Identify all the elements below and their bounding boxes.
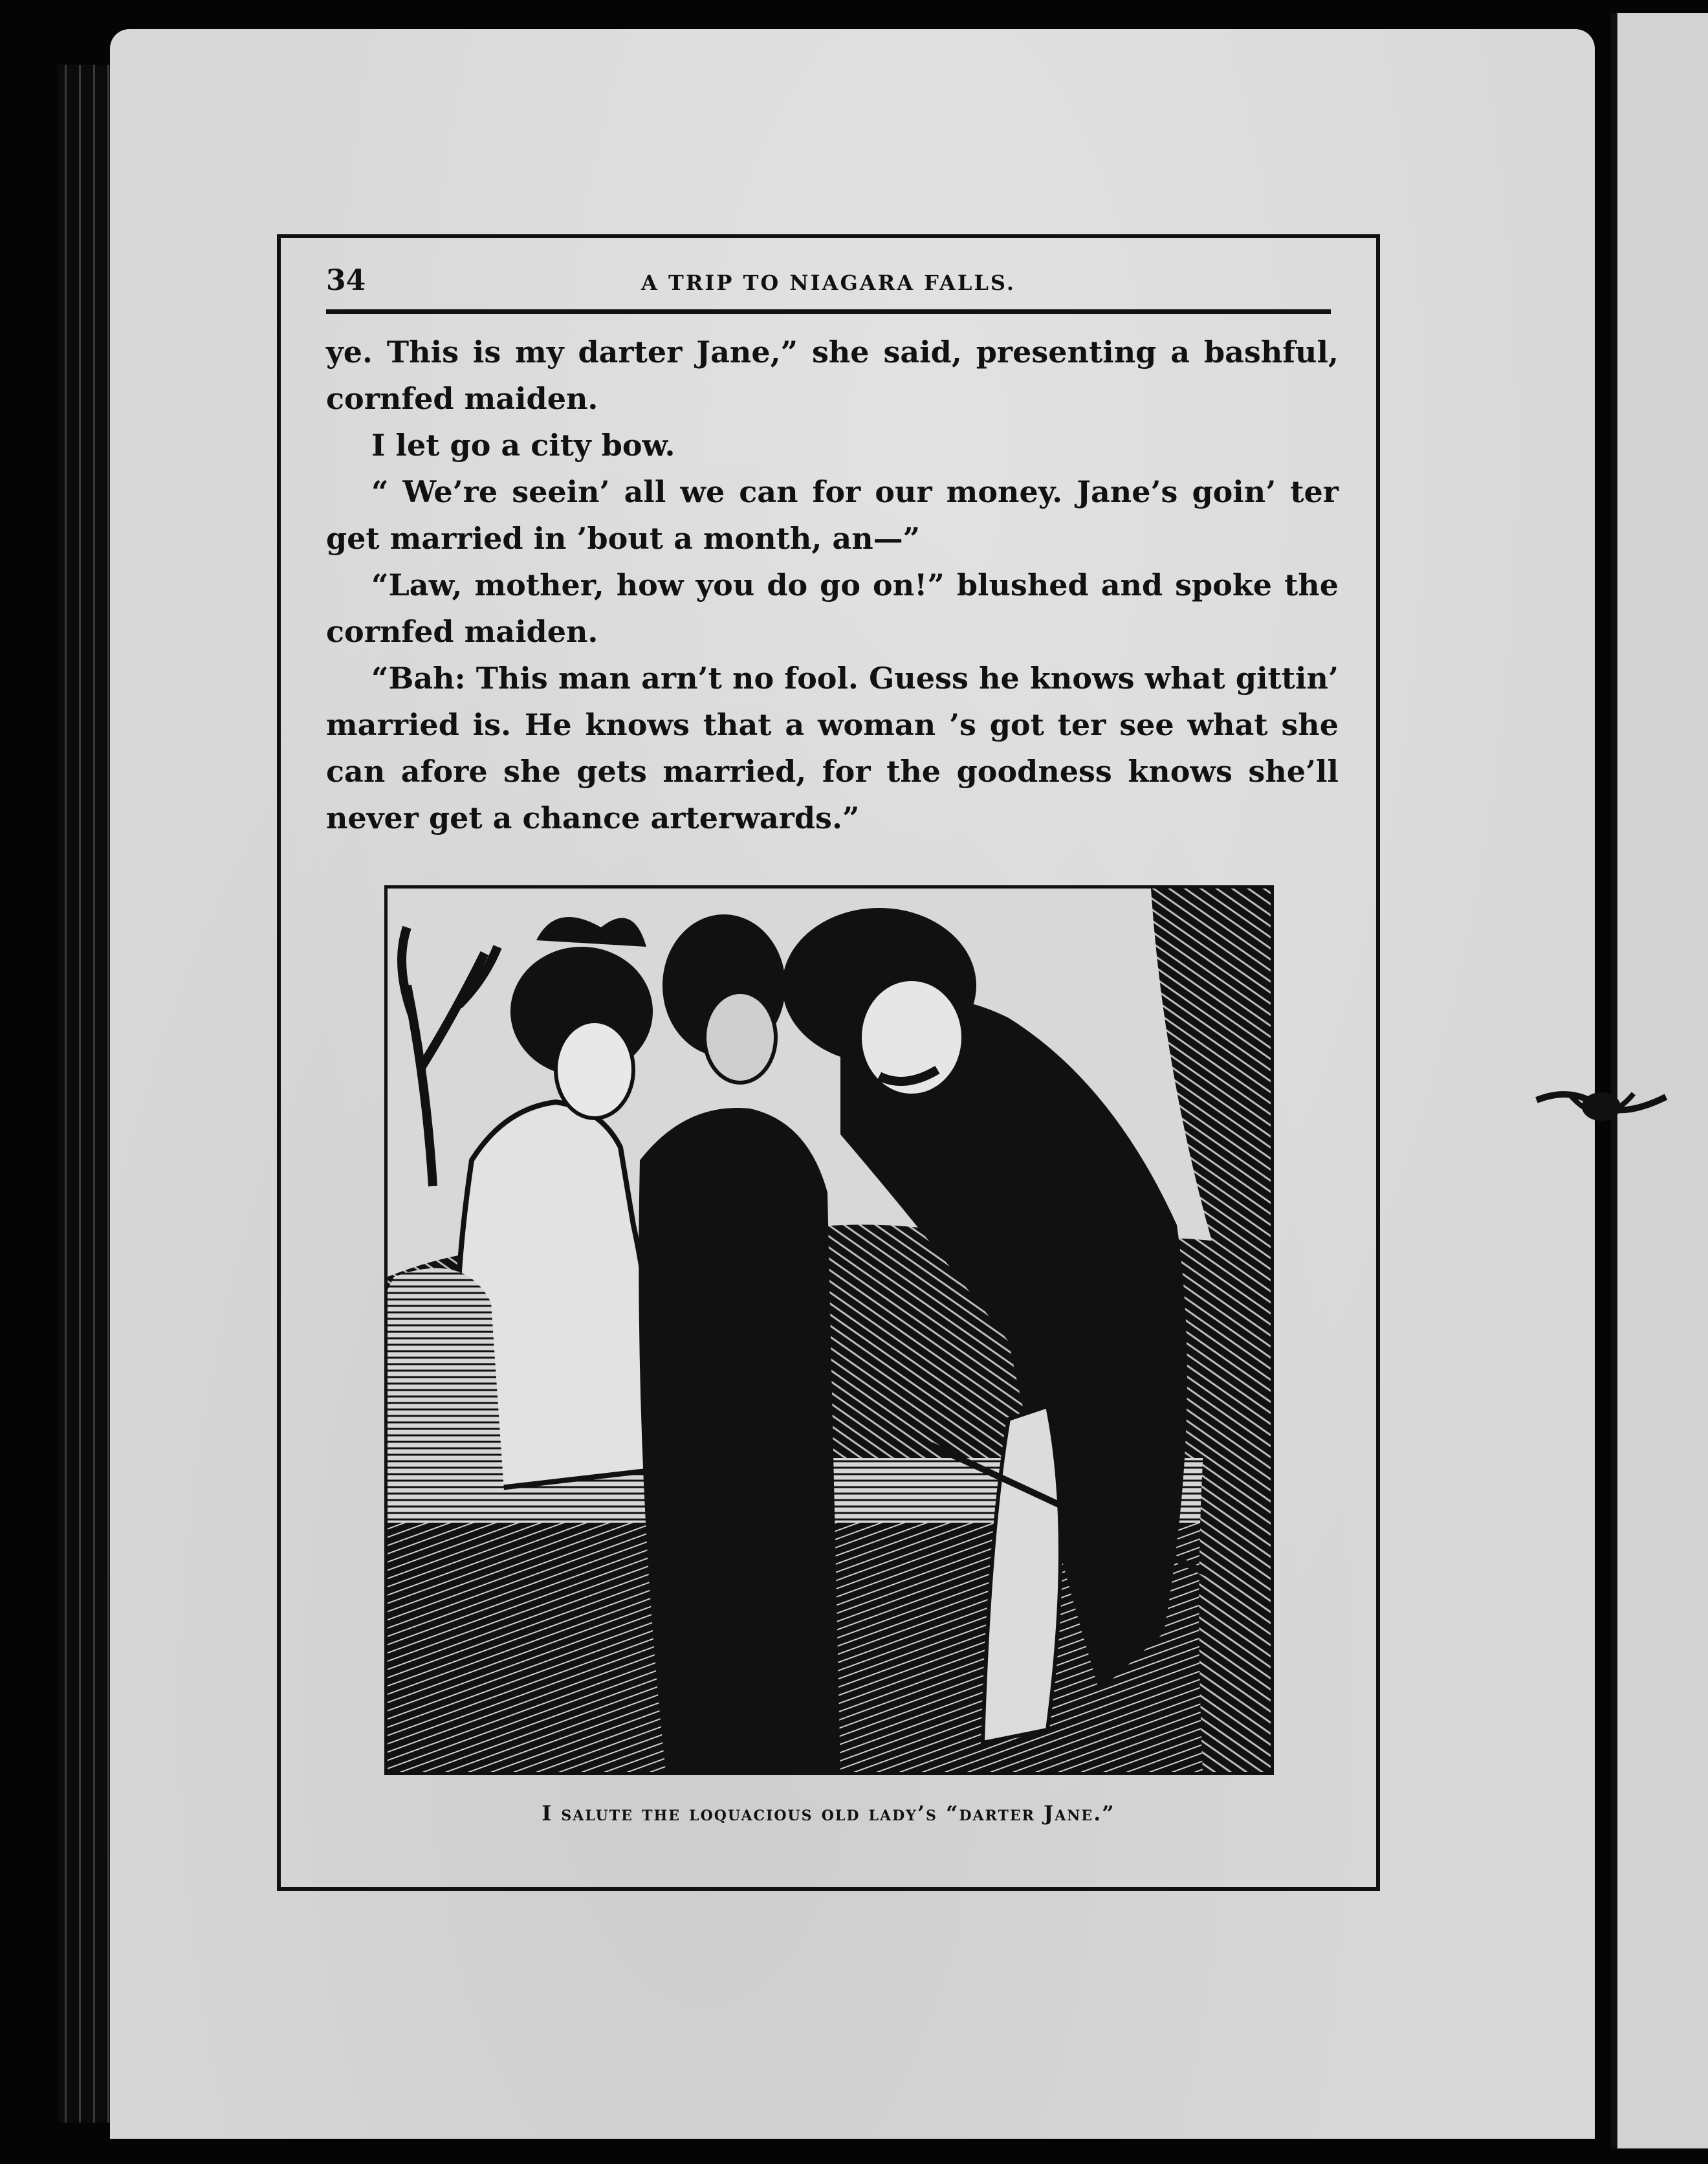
paragraph: “Bah: This man arn’t no fool. Guess he knows what gittin’ married is. He knows that a woman ’s got ter see what she can afore she gets married, for the goodness knows she’ll never get a chance arterwards.” xyxy=(326,661,1339,835)
illustration-caption: I salute the loquacious old lady’s “darter Jane.” xyxy=(542,1801,1115,1826)
page-edges xyxy=(58,65,110,2123)
paragraph: “Law, mother, how you do go on!” blushed and spoke the cornfed maiden. xyxy=(326,568,1339,649)
paragraph: I let go a city bow. xyxy=(371,428,675,463)
page-header-title: A TRIP TO NIAGARA FALLS. xyxy=(641,270,1016,295)
woodcut-illustration xyxy=(384,885,1274,1775)
paragraph: ye. This is my darter Jane,” she said, presenting a bashful, cornfed maiden. xyxy=(326,335,1339,416)
running-head xyxy=(326,264,1331,314)
page-number: 34 xyxy=(326,264,366,297)
page-content-frame xyxy=(277,234,1380,1891)
woodcut-illustration-art xyxy=(388,889,1271,1772)
body-text xyxy=(326,329,1339,841)
paragraph: “ We’re seein’ all we can for our money. Jane’s goin’ ter get married in ’bout a month, an—” xyxy=(326,474,1339,556)
binding-thread-icon xyxy=(1530,1074,1672,1132)
